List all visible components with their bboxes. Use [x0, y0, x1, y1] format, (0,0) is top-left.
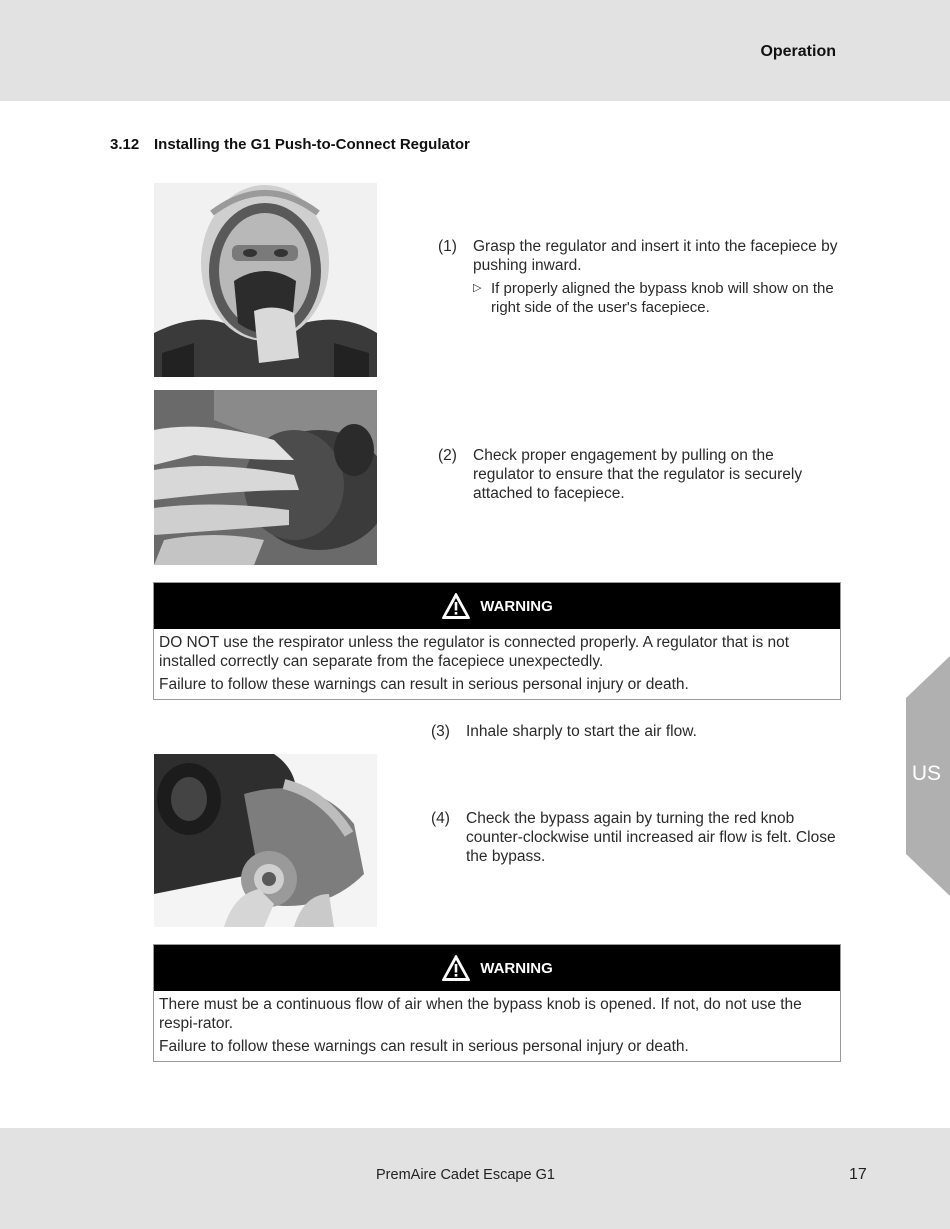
step-2	[438, 446, 838, 503]
warning-header	[154, 945, 840, 991]
warning-body	[154, 991, 840, 1061]
warning-box-1	[153, 582, 841, 700]
warning-consequence: Failure to follow these warnings can result in serious personal injury or death.	[159, 676, 689, 693]
section-title: Installing the G1 Push-to-Connect Regulator	[154, 136, 470, 153]
warning-label: WARNING	[480, 597, 553, 615]
warning-text: There must be a continuous flow of air when the bypass knob is opened. If not, do not use the respi-rator.	[159, 996, 802, 1032]
result-triangle-icon: ▷	[473, 282, 482, 294]
footer-product-name: PremAire Cadet Escape G1	[376, 1167, 555, 1183]
warning-body	[154, 629, 840, 699]
section-heading	[110, 136, 470, 153]
warning-header	[154, 583, 840, 629]
page-footer	[0, 1128, 950, 1229]
step-3	[431, 722, 839, 741]
step-result	[473, 279, 838, 317]
warning-box-2	[153, 944, 841, 1062]
step-1	[438, 237, 838, 317]
page-header	[0, 0, 950, 101]
warning-triangle-icon	[441, 592, 471, 620]
step-text: Inhale sharply to start the air flow.	[466, 723, 697, 740]
language-tab-label: US	[911, 762, 941, 785]
step-4	[431, 809, 839, 866]
section-number: 3.12	[110, 136, 140, 153]
warning-consequence: Failure to follow these warnings can result in serious personal injury or death.	[159, 1038, 689, 1055]
warning-text: DO NOT use the respirator unless the regulator is connected properly. A regulator that is not installed correctly can separate from the facepiece unexpectedly.	[159, 634, 790, 670]
step-text: Check proper engagement by pulling on the regulator to ensure that the regulator is securely attached to facepiece.	[473, 447, 803, 502]
header-section-title: Operation	[760, 43, 836, 60]
step-number: (1)	[438, 238, 457, 255]
photo-facepiece-worn	[154, 183, 377, 377]
step-number: (2)	[438, 447, 457, 464]
warning-triangle-icon	[441, 954, 471, 982]
step-text: Check the bypass again by turning the red knob counter-clockwise until increased air flow is felt. Close the bypass.	[466, 810, 836, 865]
photo-bypass-knob	[154, 754, 377, 927]
page-number: 17	[849, 1166, 867, 1183]
step-number: (4)	[431, 810, 450, 827]
warning-label: WARNING	[480, 959, 553, 977]
step-text: Grasp the regulator and insert it into the facepiece by pushing inward.	[473, 238, 838, 274]
step-result-text: If properly aligned the bypass knob will show on the right side of the user's facepiece.	[491, 280, 834, 316]
photo-regulator-engagement	[154, 390, 377, 565]
step-number: (3)	[431, 723, 450, 740]
